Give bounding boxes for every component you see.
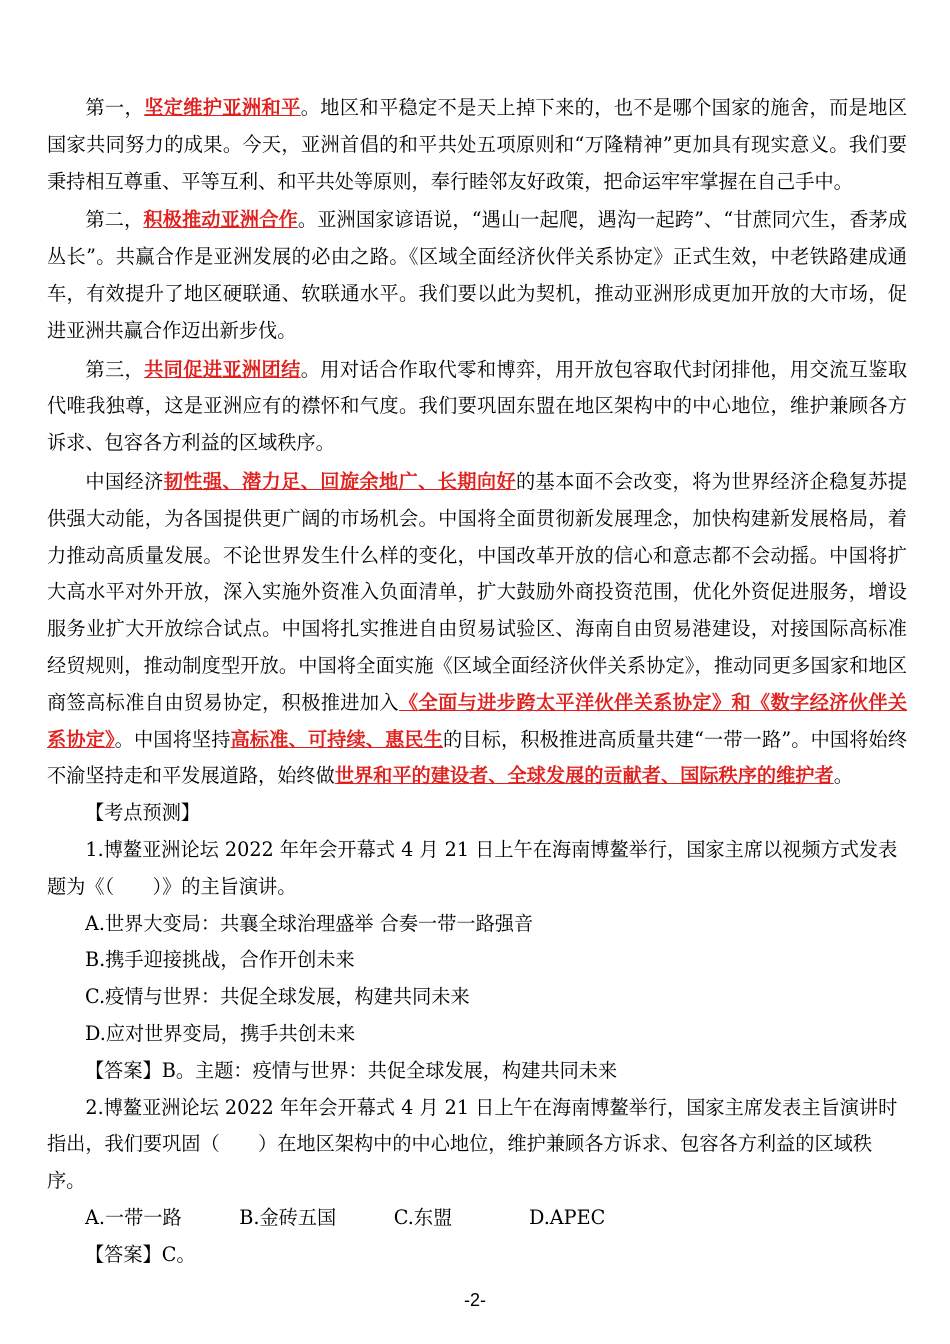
para-text: 中国经济 [85, 469, 164, 493]
paragraph-economy [47, 464, 907, 795]
highlight-text: 《全面与进步跨太平洋伙伴关系协定》和《数字经济伙伴关系协定》 [47, 690, 907, 751]
section-title: 【考点预测】 [85, 801, 201, 825]
paragraph-cooperation [47, 202, 907, 349]
highlight-text: 世界和平的建设者、全球发展的贡献者、国际秩序的维护者 [334, 764, 834, 788]
para-prefix: 第一， [85, 96, 145, 119]
highlight-text: 高标准、可持续、惠民生 [230, 727, 444, 751]
para-text: 。 [833, 764, 853, 788]
paragraph-unity [47, 352, 907, 462]
question-1-option-b: B.携手迎接挑战，合作开创未来 [85, 948, 355, 972]
para-text: 。中国将坚持 [114, 727, 231, 751]
question-2-answer: 【答案】C。 [85, 1242, 196, 1266]
page-number: -2- [464, 1290, 486, 1310]
para-prefix: 第三， [85, 357, 145, 381]
question-1-stem: 1.博鳌亚洲论坛 2022 年年会开幕式 4 月 21 日上午在海南博鳌举行，国家主席以视频方式发表题为《（ ）》的主旨演讲。 [47, 837, 898, 898]
paragraph-peace [47, 90, 907, 200]
para-text: 的基本面不会改变，将为世界经济企稳复苏提供强大动能，为各国提供更广阔的市场机会。中国将全面贯彻新发展理念，加快构建新发展格局，着力推动高质量发展。不论世界发生什么样的变化，中国改革开放的信心和意志都不会动摇。中国将扩大高水平对外开放，深入实施外资准入负面清单，扩大鼓励外商投资范围，优化外资促进服务，增设服务业扩大开放综合试点。中国将扎实推进自由贸易试验区、海南自由贸易港建设，对接国际高标准经贸规则，推动制度型开放。中国将全面实施《区域全面经济伙伴关系协定》，推动同更多国家和地区商签高标准自由贸易协定，积极推进加入 [47, 469, 908, 714]
question-1-option-c: C.疫情与世界：共促全球发展，构建共同未来 [85, 985, 470, 1009]
document-body [47, 90, 907, 1274]
para-text: 。用对话合作取代零和博弈，用开放包容取代封闭排他，用交流互鉴取代唯我独尊，这是亚洲应有的襟怀和气度。我们要巩固东盟在地区架构中的中心地位，维护兼顾各方诉求、包容各方利益的区域秩序。 [47, 357, 908, 455]
para-prefix: 第二， [85, 208, 144, 232]
question-2-options: A.一带一路 B.金砖五国 C.东盟 D.APEC [85, 1205, 606, 1229]
para-text: 。亚洲国家谚语说，“遇山一起爬，遇沟一起跨”、“甘蔗同穴生，香茅成丛长”。共赢合作是亚洲发展的必由之路。《区域全面经济伙伴关系协定》正式生效，中老铁路建成通车，有效提升了地区硬联通、软联通水平。我们要以此为契机，推动亚洲形成更加开放的大市场，促进亚洲共赢合作迈出新步伐。 [47, 208, 908, 342]
highlight-text: 韧性强、潜力足、回旋余地广、长期向好 [163, 469, 516, 493]
para-text: 。地区和平稳定不是天上掉下来的，也不是哪个国家的施舍，而是地区国家共同努力的成果。今天，亚洲首倡的和平共处五项原则和“万隆精神”更加具有现实意义。我们要秉持相互尊重、平等互利、和平共处等原则，奉行睦邻友好政策，把命运牢牢掌握在自己手中。 [47, 96, 908, 193]
question-1-option-a: A.世界大变局：共襄全球治理盛举 合奏一带一路强音 [85, 911, 534, 935]
highlight-text: 坚定维护亚洲和平 [144, 96, 301, 119]
question-1-answer: 【答案】B。主题：疫情与世界：共促全球发展，构建共同未来 [85, 1058, 618, 1082]
highlight-text: 积极推动亚洲合作 [143, 208, 298, 232]
para-text: 的目标，积极推进高质量共建“一带一路”。中国将始终不渝坚持走和平发展道路，始终做 [47, 727, 908, 788]
question-1-option-d: D.应对世界变局，携手共创未来 [85, 1021, 356, 1045]
highlight-text: 共同促进亚洲团结 [144, 357, 301, 381]
question-2-stem: 2.博鳌亚洲论坛 2022 年年会开幕式 4 月 21 日上午在海南博鳌举行，国家主席发表主旨演讲时指出，我们要巩固（ ）在地区架构中的中心地位，维护兼顾各方诉求、包容各方利益的区域秩序。 [47, 1095, 898, 1193]
